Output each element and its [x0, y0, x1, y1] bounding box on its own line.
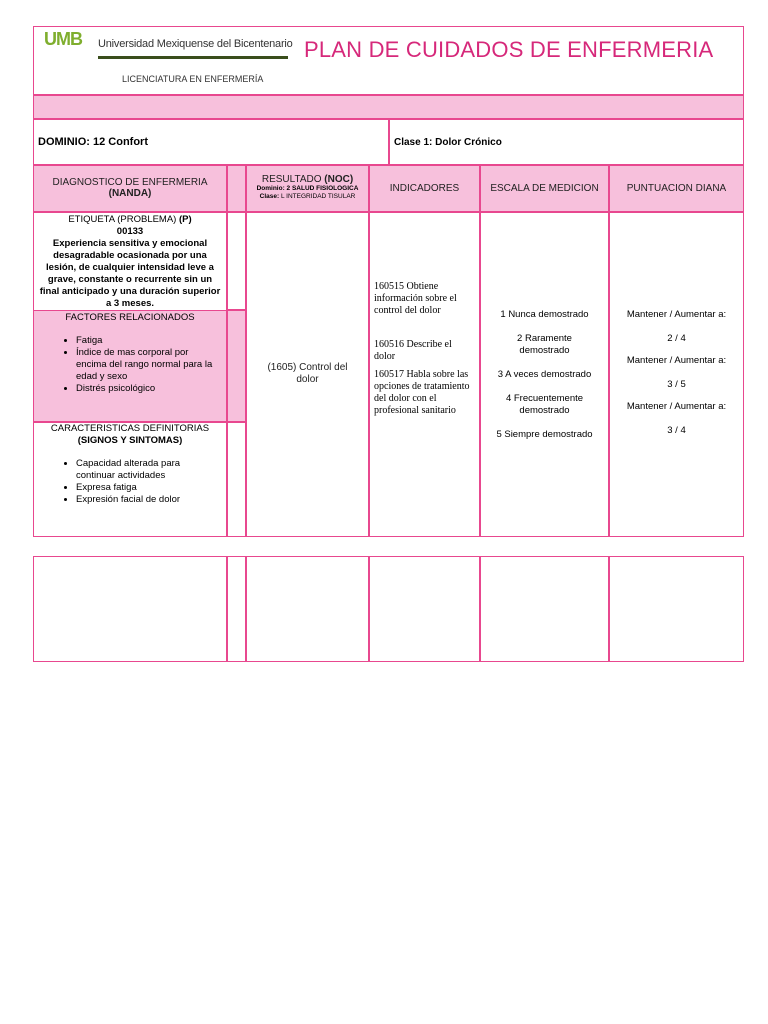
header-nanda	[33, 165, 227, 212]
header-escala	[480, 165, 609, 212]
header-puntuacion	[609, 165, 744, 212]
puntuacion-title: PUNTUACION DIANA	[626, 183, 727, 194]
logo-underline	[98, 56, 288, 59]
body-spacer-top	[227, 212, 246, 310]
indicador-item: 160517 Habla sobre las opciones de tratamiento del dolor con el profesional sanitario	[374, 369, 470, 416]
puntuacion-item: Mantener / Aumentar a:	[626, 355, 727, 366]
resultado-text: (1605) Control del dolor	[267, 362, 348, 385]
empty-table-col-1	[33, 556, 227, 662]
puntuacion-item: Mantener / Aumentar a:	[626, 309, 727, 320]
empty-table-col-2	[227, 556, 246, 662]
list-item: • Capacidad alterada para continuar actividades	[76, 458, 218, 482]
indicador-item: 160516 Describe el dolor	[374, 339, 452, 362]
escala-title: ESCALA DE MEDICION	[490, 183, 599, 194]
header-spacer	[227, 165, 246, 212]
factores-title: FACTORES RELACIONADOS	[65, 312, 195, 323]
escala-item: 1 Nunca demostrado	[500, 309, 589, 320]
empty-table-col-6	[609, 556, 744, 662]
etiqueta-cell	[33, 212, 227, 310]
empty-table-col-3	[246, 556, 369, 662]
nanda-title: DIAGNOSTICO DE ENFERMERIA	[52, 177, 208, 188]
etiqueta-label-bold: (P)	[179, 214, 192, 225]
program-name: LICENCIATURA EN ENFERMERÍA	[122, 74, 264, 84]
list-item: • Distrés psicológico	[76, 383, 218, 395]
noc-dominio: Dominio: 2 SALUD FISIOLOGICA	[256, 185, 359, 192]
page-title: PLAN DE CUIDADOS DE ENFERMERIA	[304, 37, 714, 62]
list-item: • Expresa fatiga	[76, 482, 218, 494]
header-indicadores	[369, 165, 480, 212]
noc-clase-label: Clase:	[259, 193, 280, 200]
escala-cell	[480, 212, 609, 537]
factores-cell	[33, 310, 227, 422]
escala-item: 2 Raramente demostrado	[517, 333, 572, 356]
puntuacion-item: 3 / 5	[667, 379, 686, 390]
list-item: • Índice de mas corporal por encima del rango normal para la edad y sexo	[76, 347, 218, 383]
etiqueta-label: ETIQUETA (PROBLEMA)	[68, 214, 177, 225]
nanda-sub: (NANDA)	[108, 188, 152, 199]
puntuacion-cell	[609, 212, 744, 537]
university-logo	[42, 29, 292, 91]
etiqueta-definition: Experiencia sensitiva y emocional desagradable ocasionada por una lesión, de cualquier intensidad leve a grave, constante o recurrente sin un final anticipado y una duración superior a 3 meses.	[39, 238, 221, 309]
puntuacion-item: Mantener / Aumentar a:	[626, 401, 727, 412]
body-spacer-bottom	[227, 422, 246, 537]
dominio-cell	[33, 119, 389, 165]
resultado-cell	[246, 212, 369, 537]
logo-mark	[44, 29, 92, 65]
empty-table-col-5	[480, 556, 609, 662]
empty-table-col-4	[369, 556, 480, 662]
dominio-label: DOMINIO: 12 Confort	[38, 136, 148, 148]
caracteristicas-subtitle: (SIGNOS Y SINTOMAS)	[77, 435, 183, 446]
header-box	[33, 26, 744, 95]
header-noc	[246, 165, 369, 212]
caracteristicas-cell	[33, 422, 227, 537]
puntuacion-item: 3 / 4	[667, 425, 686, 436]
factores-spacer	[227, 310, 246, 422]
caracteristicas-list	[34, 458, 226, 506]
noc-clase-value: L INTEGRIDAD TISULAR	[280, 193, 356, 200]
pink-band	[33, 95, 744, 119]
escala-item: 5 Siempre demostrado	[496, 429, 593, 440]
clase-cell	[389, 119, 744, 165]
noc-bold: (NOC)	[324, 174, 354, 185]
noc-title: RESULTADO	[261, 174, 322, 185]
logo-mark-subtext	[44, 49, 92, 53]
indicadores-title: INDICADORES	[389, 183, 460, 194]
caracteristicas-title: CARACTERISTICAS DEFINITORIAS	[50, 423, 210, 434]
list-item: • Fatiga	[76, 335, 218, 347]
clase-label: Clase 1: Dolor Crónico	[394, 137, 502, 148]
indicador-item: 160515 Obtiene información sobre el control del dolor	[374, 281, 457, 316]
university-name: Universidad Mexiquense del Bicentenario	[98, 38, 293, 50]
etiqueta-code: 00133	[116, 226, 144, 237]
indicadores-cell	[369, 212, 480, 537]
logo-letters: UMB	[44, 29, 82, 49]
list-item: • Expresión facial de dolor	[76, 494, 218, 506]
escala-item: 3 A veces demostrado	[497, 369, 592, 380]
puntuacion-item: 2 / 4	[667, 333, 686, 344]
factores-list	[34, 335, 226, 395]
escala-item: 4 Frecuentemente demostrado	[505, 393, 584, 416]
